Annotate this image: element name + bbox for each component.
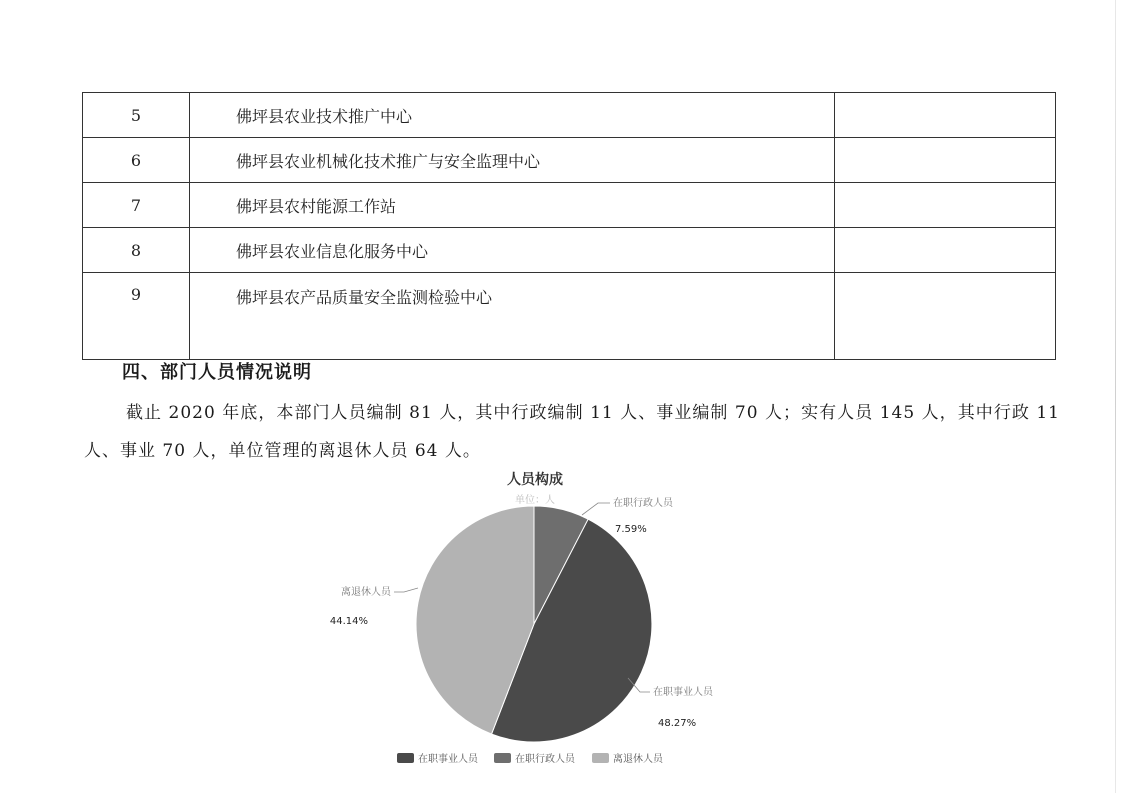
empty-cell — [835, 228, 1056, 273]
staff-pie-chart — [320, 470, 780, 780]
legend-swatch-institution — [397, 753, 414, 763]
row-number: 7 — [83, 183, 190, 228]
legend-swatch-admin — [494, 753, 511, 763]
empty-cell — [835, 93, 1056, 138]
slice-percent-institution: 48.27% — [658, 718, 697, 729]
table-row — [83, 183, 1056, 228]
slice-name-admin: 在职行政人员 — [613, 498, 673, 509]
empty-cell — [835, 273, 1056, 360]
scan-edge — [1115, 0, 1116, 793]
leader-line-admin — [582, 503, 610, 515]
legend-label-institution: 在职事业人员 — [418, 754, 478, 765]
leader-line-retired — [394, 588, 418, 592]
row-number: 5 — [83, 93, 190, 138]
unit-name: 佛坪县农业机械化技术推广与安全监理中心 — [190, 138, 835, 183]
slice-percent-retired: 44.14% — [329, 616, 368, 627]
empty-cell — [835, 183, 1056, 228]
slice-name-retired: 离退休人员 — [341, 587, 391, 598]
slice-name-institution: 在职事业人员 — [653, 687, 713, 698]
slice-percent-admin: 7.59% — [615, 524, 647, 535]
unit-name: 佛坪县农业信息化服务中心 — [190, 228, 835, 273]
table-row — [83, 273, 1056, 360]
unit-name: 佛坪县农村能源工作站 — [190, 183, 835, 228]
staff-paragraph: 截止 2020 年底，本部门人员编制 81 人，其中行政编制 11 人、事业编制 70 人；实有人员 145 人，其中行政 11 人、事业 70 人，单位管理的离退休人员 64 人。 — [84, 403, 1060, 461]
legend-label-retired: 离退休人员 — [613, 754, 663, 765]
unit-name: 佛坪县农产品质量安全监测检验中心 — [190, 273, 835, 360]
table-row — [83, 93, 1056, 138]
table-row — [83, 138, 1056, 183]
row-number: 6 — [83, 138, 190, 183]
section-title: 四、部门人员情况说明 — [122, 362, 312, 383]
table-row — [83, 228, 1056, 273]
row-number: 9 — [83, 273, 190, 360]
chart-title: 人员构成 — [507, 472, 563, 488]
unit-table — [82, 92, 1056, 360]
empty-cell — [835, 138, 1056, 183]
row-number: 8 — [83, 228, 190, 273]
legend-swatch-retired — [592, 753, 609, 763]
unit-name: 佛坪县农业技术推广中心 — [190, 93, 835, 138]
chart-subtitle: 单位：人 — [515, 495, 555, 506]
legend-label-admin: 在职行政人员 — [515, 754, 575, 765]
